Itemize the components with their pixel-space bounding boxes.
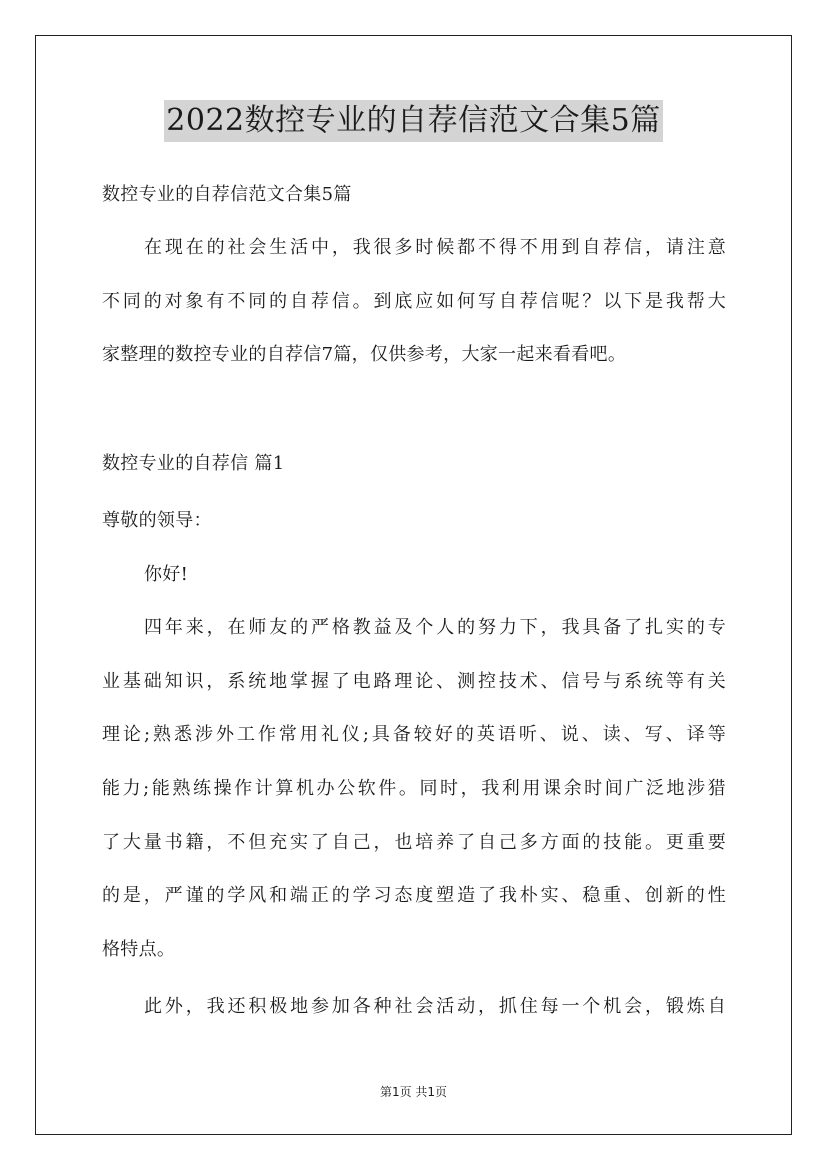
page-footer — [0, 1084, 827, 1100]
paragraph1-line-2: 业基础知识，系统地掌握了电路理论、测控技术、信号与系统等有关 — [102, 671, 726, 692]
paragraph2-line-1: 此外，我还积极地参加各种社会活动，抓住每一个机会，锻炼自 — [144, 996, 726, 1017]
paragraph1-line-6: 的是，严谨的学风和端正的学习态度塑造了我朴实、稳重、创新的性 — [102, 885, 726, 906]
paragraph1-line-5: 了大量书籍，不但充实了自己，也培养了自己多方面的技能。更重要 — [102, 832, 726, 853]
paragraph1-line-4: 能力;能熟练操作计算机办公软件。同时，我利用课余时间广泛地涉猎 — [102, 778, 726, 799]
document-title-text: 2022数控专业的自荐信范文合集5篇 — [164, 100, 662, 142]
document-subtitle: 数控专业的自荐信范文合集5篇 — [102, 184, 352, 205]
greeting: 你好! — [144, 564, 189, 585]
intro-line-3: 家整理的数控专业的自荐信7篇，仅供参考，大家一起来看看吧。 — [102, 344, 627, 365]
paragraph1-line-7: 格特点。 — [102, 939, 176, 960]
paragraph1-line-1: 四年来，在师友的严格教益及个人的努力下，我具备了扎实的专 — [144, 617, 726, 638]
section-heading: 数控专业的自荐信 篇1 — [102, 453, 285, 474]
salutation: 尊敬的领导： — [102, 510, 212, 531]
intro-line-2: 不同的对象有不同的自荐信。到底应如何写自荐信呢？以下是我帮大 — [102, 291, 726, 312]
document-title — [0, 100, 827, 142]
paragraph1-line-3: 理论;熟悉涉外工作常用礼仪;具备较好的英语听、说、读、写、译等 — [102, 724, 726, 745]
page-number: 第1页 共1页 — [379, 1085, 448, 1099]
intro-line-1: 在现在的社会生活中，我很多时候都不得不用到自荐信，请注意 — [144, 237, 726, 258]
